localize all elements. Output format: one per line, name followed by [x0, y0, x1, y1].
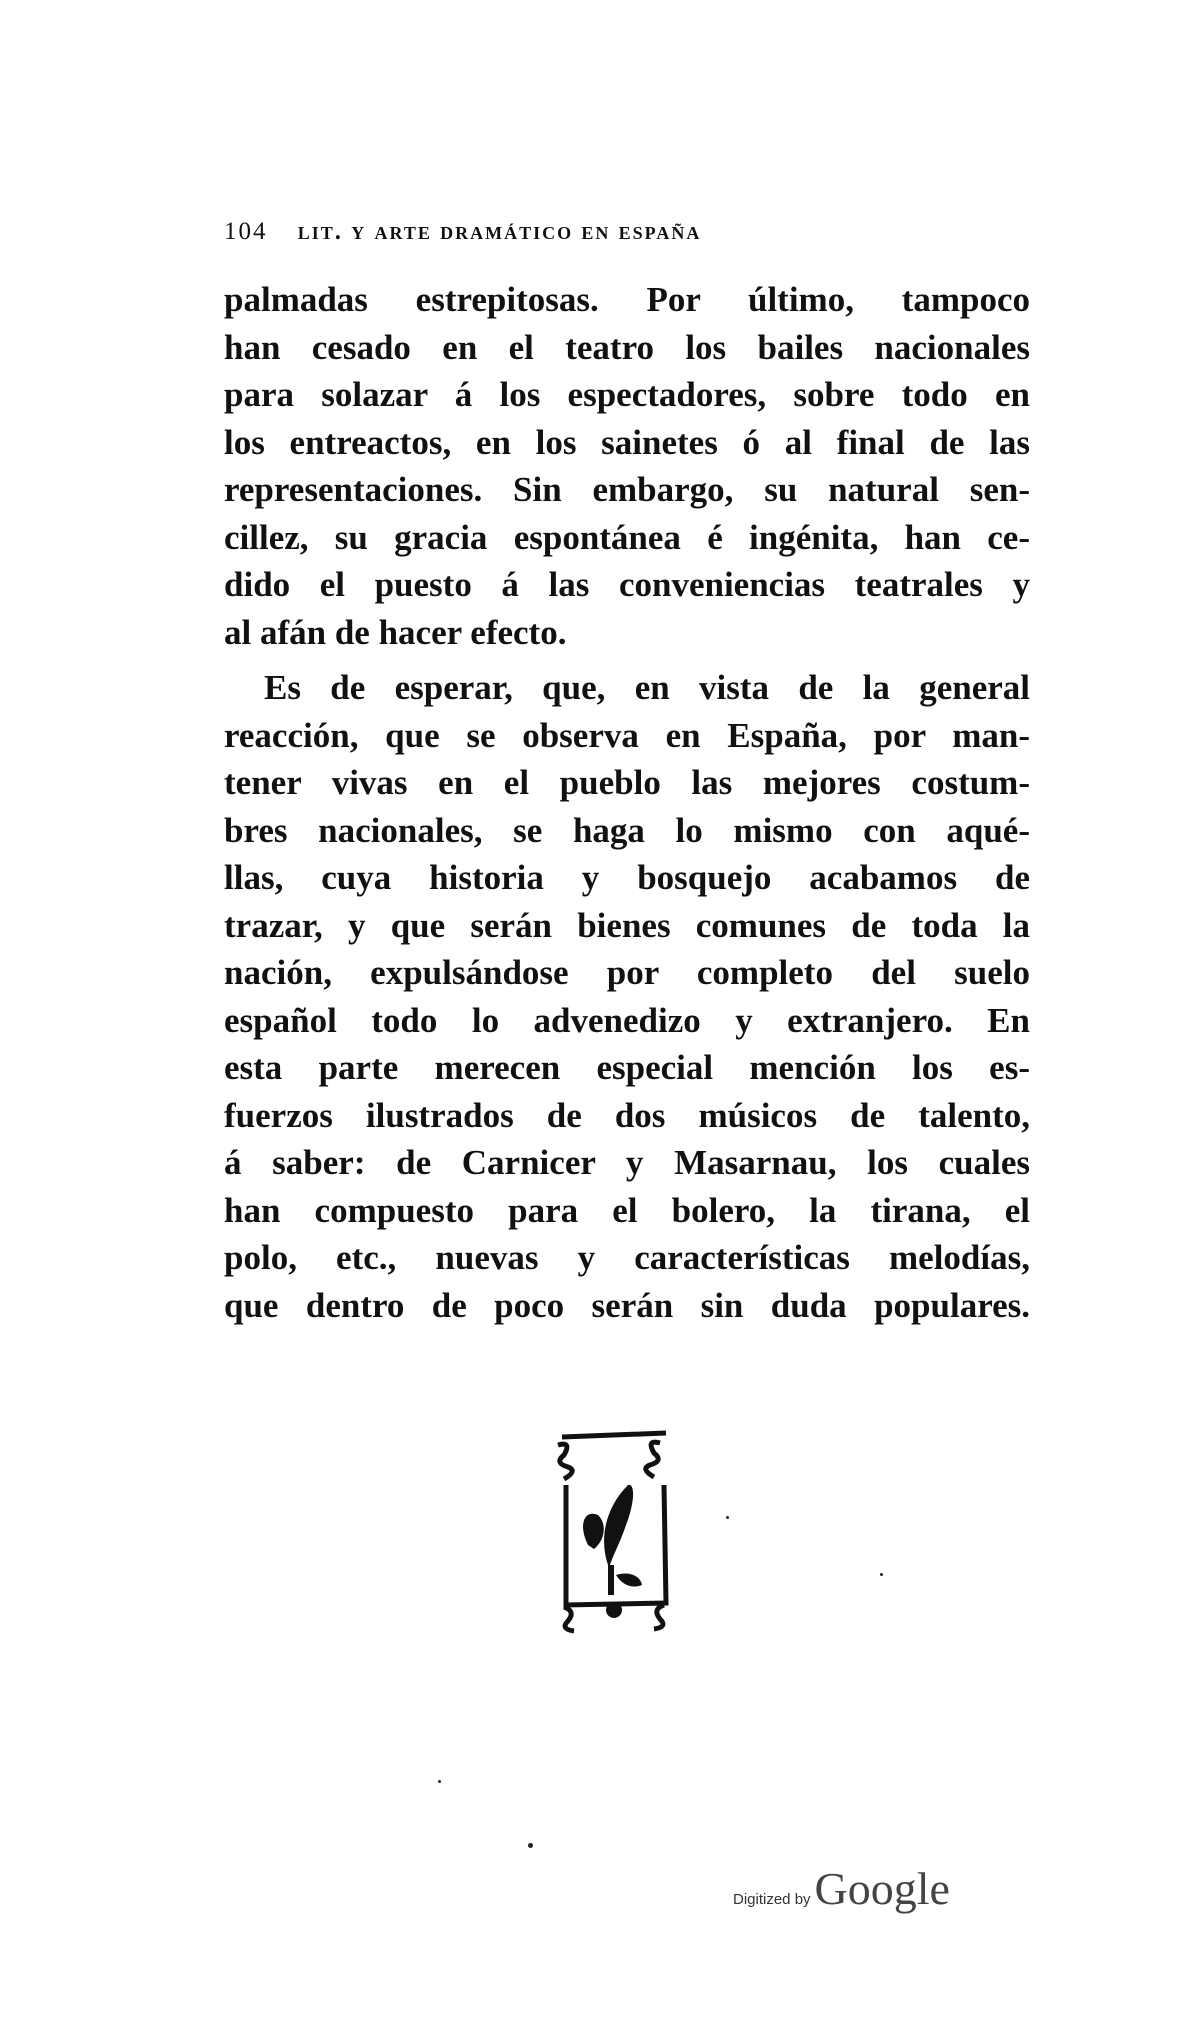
speck	[528, 1843, 533, 1848]
printer-ornament	[548, 1425, 684, 1635]
text-line: tener vivas en el pueblo las mejores costum-	[224, 763, 1030, 802]
text-line: esta parte merecen especial mención los es-	[224, 1048, 1030, 1087]
page-number: 104	[224, 218, 268, 245]
text-line: bres nacionales, se haga lo mismo con aqué-	[224, 810, 1030, 850]
text-line: han cesado en el teatro los bailes nacionales	[224, 327, 1030, 367]
text-line: nación, expulsándose por completo del suelo	[224, 953, 1030, 992]
text-line: para solazar á los espectadores, sobre todo en	[224, 375, 1030, 414]
speck	[726, 1516, 729, 1519]
text-line: han compuesto para el bolero, la tirana, el	[224, 1190, 1030, 1230]
watermark-prefix: Digitized by	[733, 1891, 811, 1908]
text-line: Es de esperar, que, en vista de la general	[264, 668, 1030, 707]
text-line: los entreactos, en los sainetes ó al final de las	[224, 422, 1030, 462]
running-title: lit. y arte dramático en españa	[297, 218, 702, 245]
speck	[880, 1573, 883, 1576]
paragraph	[224, 276, 1030, 656]
text-line: reacción, que se observa en España, por man-	[224, 715, 1030, 755]
text-line: palmadas estrepitosas. Por último, tampoco	[224, 280, 1030, 319]
text-line: trazar, y que serán bienes comunes de toda la	[224, 905, 1030, 945]
body-text	[224, 276, 1030, 1329]
text-line: español todo lo advenedizo y extranjero. En	[224, 1000, 1030, 1040]
watermark-brand: Google	[814, 1863, 950, 1914]
text-line: á saber: de Carnicer y Masarnau, los cuales	[224, 1143, 1030, 1182]
paragraph	[224, 664, 1030, 1329]
text-line: dido el puesto á las conveniencias teatrales y	[224, 565, 1030, 604]
digitized-by-google-watermark	[733, 1862, 950, 1915]
text-line: cillez, su gracia espontánea é ingénita, han ce-	[224, 517, 1030, 557]
text-line: representaciones. Sin embargo, su natural sen-	[224, 470, 1030, 509]
text-line: fuerzos ilustrados de dos músicos de talento,	[224, 1095, 1030, 1135]
running-header	[224, 218, 984, 246]
text-line: polo, etc., nuevas y características melodías,	[224, 1238, 1030, 1277]
text-line: que dentro de poco serán sin duda populares.	[224, 1285, 1030, 1325]
text-line: llas, cuya historia y bosquejo acabamos de	[224, 858, 1030, 897]
text-line: al afán de hacer efecto.	[224, 612, 567, 652]
speck	[438, 1780, 441, 1783]
